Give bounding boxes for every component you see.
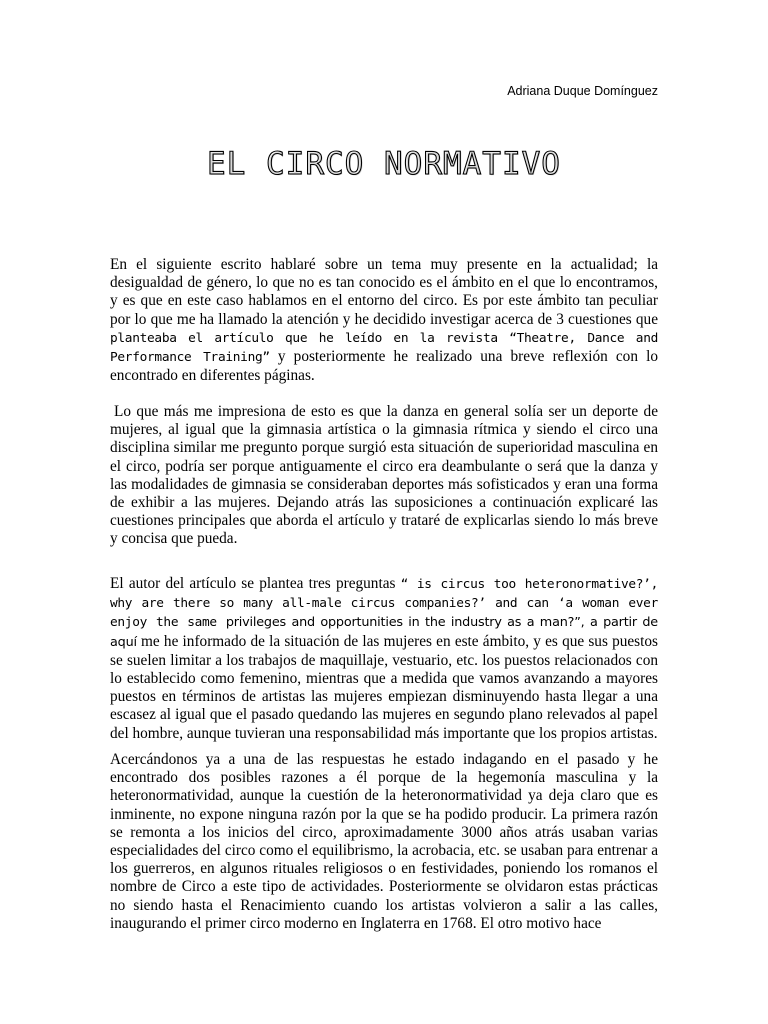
paragraph-questions-quote-end: privileges and opportunities in the industry as a man?”, a partir de aquí <box>110 615 658 650</box>
paragraph-questions-quote: “ is circus too heteronormative?’, why are there so many all-male circus companies?’ and can ‘a woman ever enjoy the same <box>110 577 658 631</box>
paragraph-history: Acercándonos ya a una de las respuestas he estado indagando en el pasado y he encontrado dos posibles razones a él porque de la hegemonía masculina y la heteronormatividad, aunque la cuestión de la heteronormatividad ya deja claro que es inminente, no expone ninguna razón por la que se ha podido producir. La primera razón se remonta a los inicios del circo, aproximadamente 3000 años atrás usaban varias especialidades del circo como el equilibrismo, la acrobacia, etc. se usaban para entrenar a los guerreros, en algunos rituales religiosos o en festividades, poniendo los romanos el nombre de Circo a este tipo de actividades. Posteriormente se olvidaron estas prácticas no siendo hasta el Renacimiento cuando los artistas volvieron a salir a las calles, inaugurando el primer circo moderno en Inglaterra en 1768. El otro motivo hace <box>110 751 658 932</box>
paragraph-author-questions <box>110 575 658 743</box>
paragraph-impression: Lo que más me impresiona de esto es que la danza en general solía ser un deporte de mujeres, al igual que la gimnasia artística o la gimnasia rítmica y siendo el circo una disciplina similar me pregunto porque surgió esta situación de superioridad masculina en el circo, podría ser porque antiguamente el circo era deambulante o será que la danza y las modalidades de gimnasia se consideraban deportes más sofisticados y eran una forma de exhibir a las mujeres. Dejando atrás las suposiciones a continuación explicaré las cuestiones principales que aborda el artículo y trataré de explicarlas siendo lo más breve y concisa que pueda. <box>110 403 658 548</box>
paragraph-intro-text-1: En el siguiente escrito hablaré sobre un tema muy presente en la actualidad; la desigualdad de género, lo que no es tan conocido es el ámbito en el que lo encontramos, y es que en este caso hablamos en el entorno del circo. Es por este ámbito tan peculiar por lo que me ha llamado la atención y he decidido investigar acerca de 3 cuestiones que <box>110 256 658 328</box>
author-name: Adriana Duque Domínguez <box>507 84 658 98</box>
paragraph-questions-text-1: El autor del artículo se plantea tres preguntas <box>110 575 401 592</box>
paragraph-intro-article-reference: planteaba el artículo que he leído en la revista “Theatre, Dance and Performance Training” <box>110 330 658 366</box>
paragraph-intro <box>110 256 658 385</box>
document-title: EL CIRCO NORMATIVO <box>207 146 561 182</box>
paragraph-intro-text-2: y posteriormente he realizado una breve reflexión con lo encontrado en diferentes páginas. <box>110 348 658 385</box>
paragraph-questions-text-2: me he informado de la situación de las mujeres en este ámbito, y es que sus puestos se suelen limitar a los trabajos de maquillaje, vestuario, etc. los puestos relacionados con lo establecido como femenino, mientras que a medida que vamos avanzando a mayores puestos en términos de artistas las mujeres empiezan disminuyendo hasta llegar a una escasez al igual que el pasado quedando las mujeres en segundo plano relevados al papel del hombre, aunque tuvieran una responsabilidad más importante que los propios artistas. <box>110 632 658 742</box>
